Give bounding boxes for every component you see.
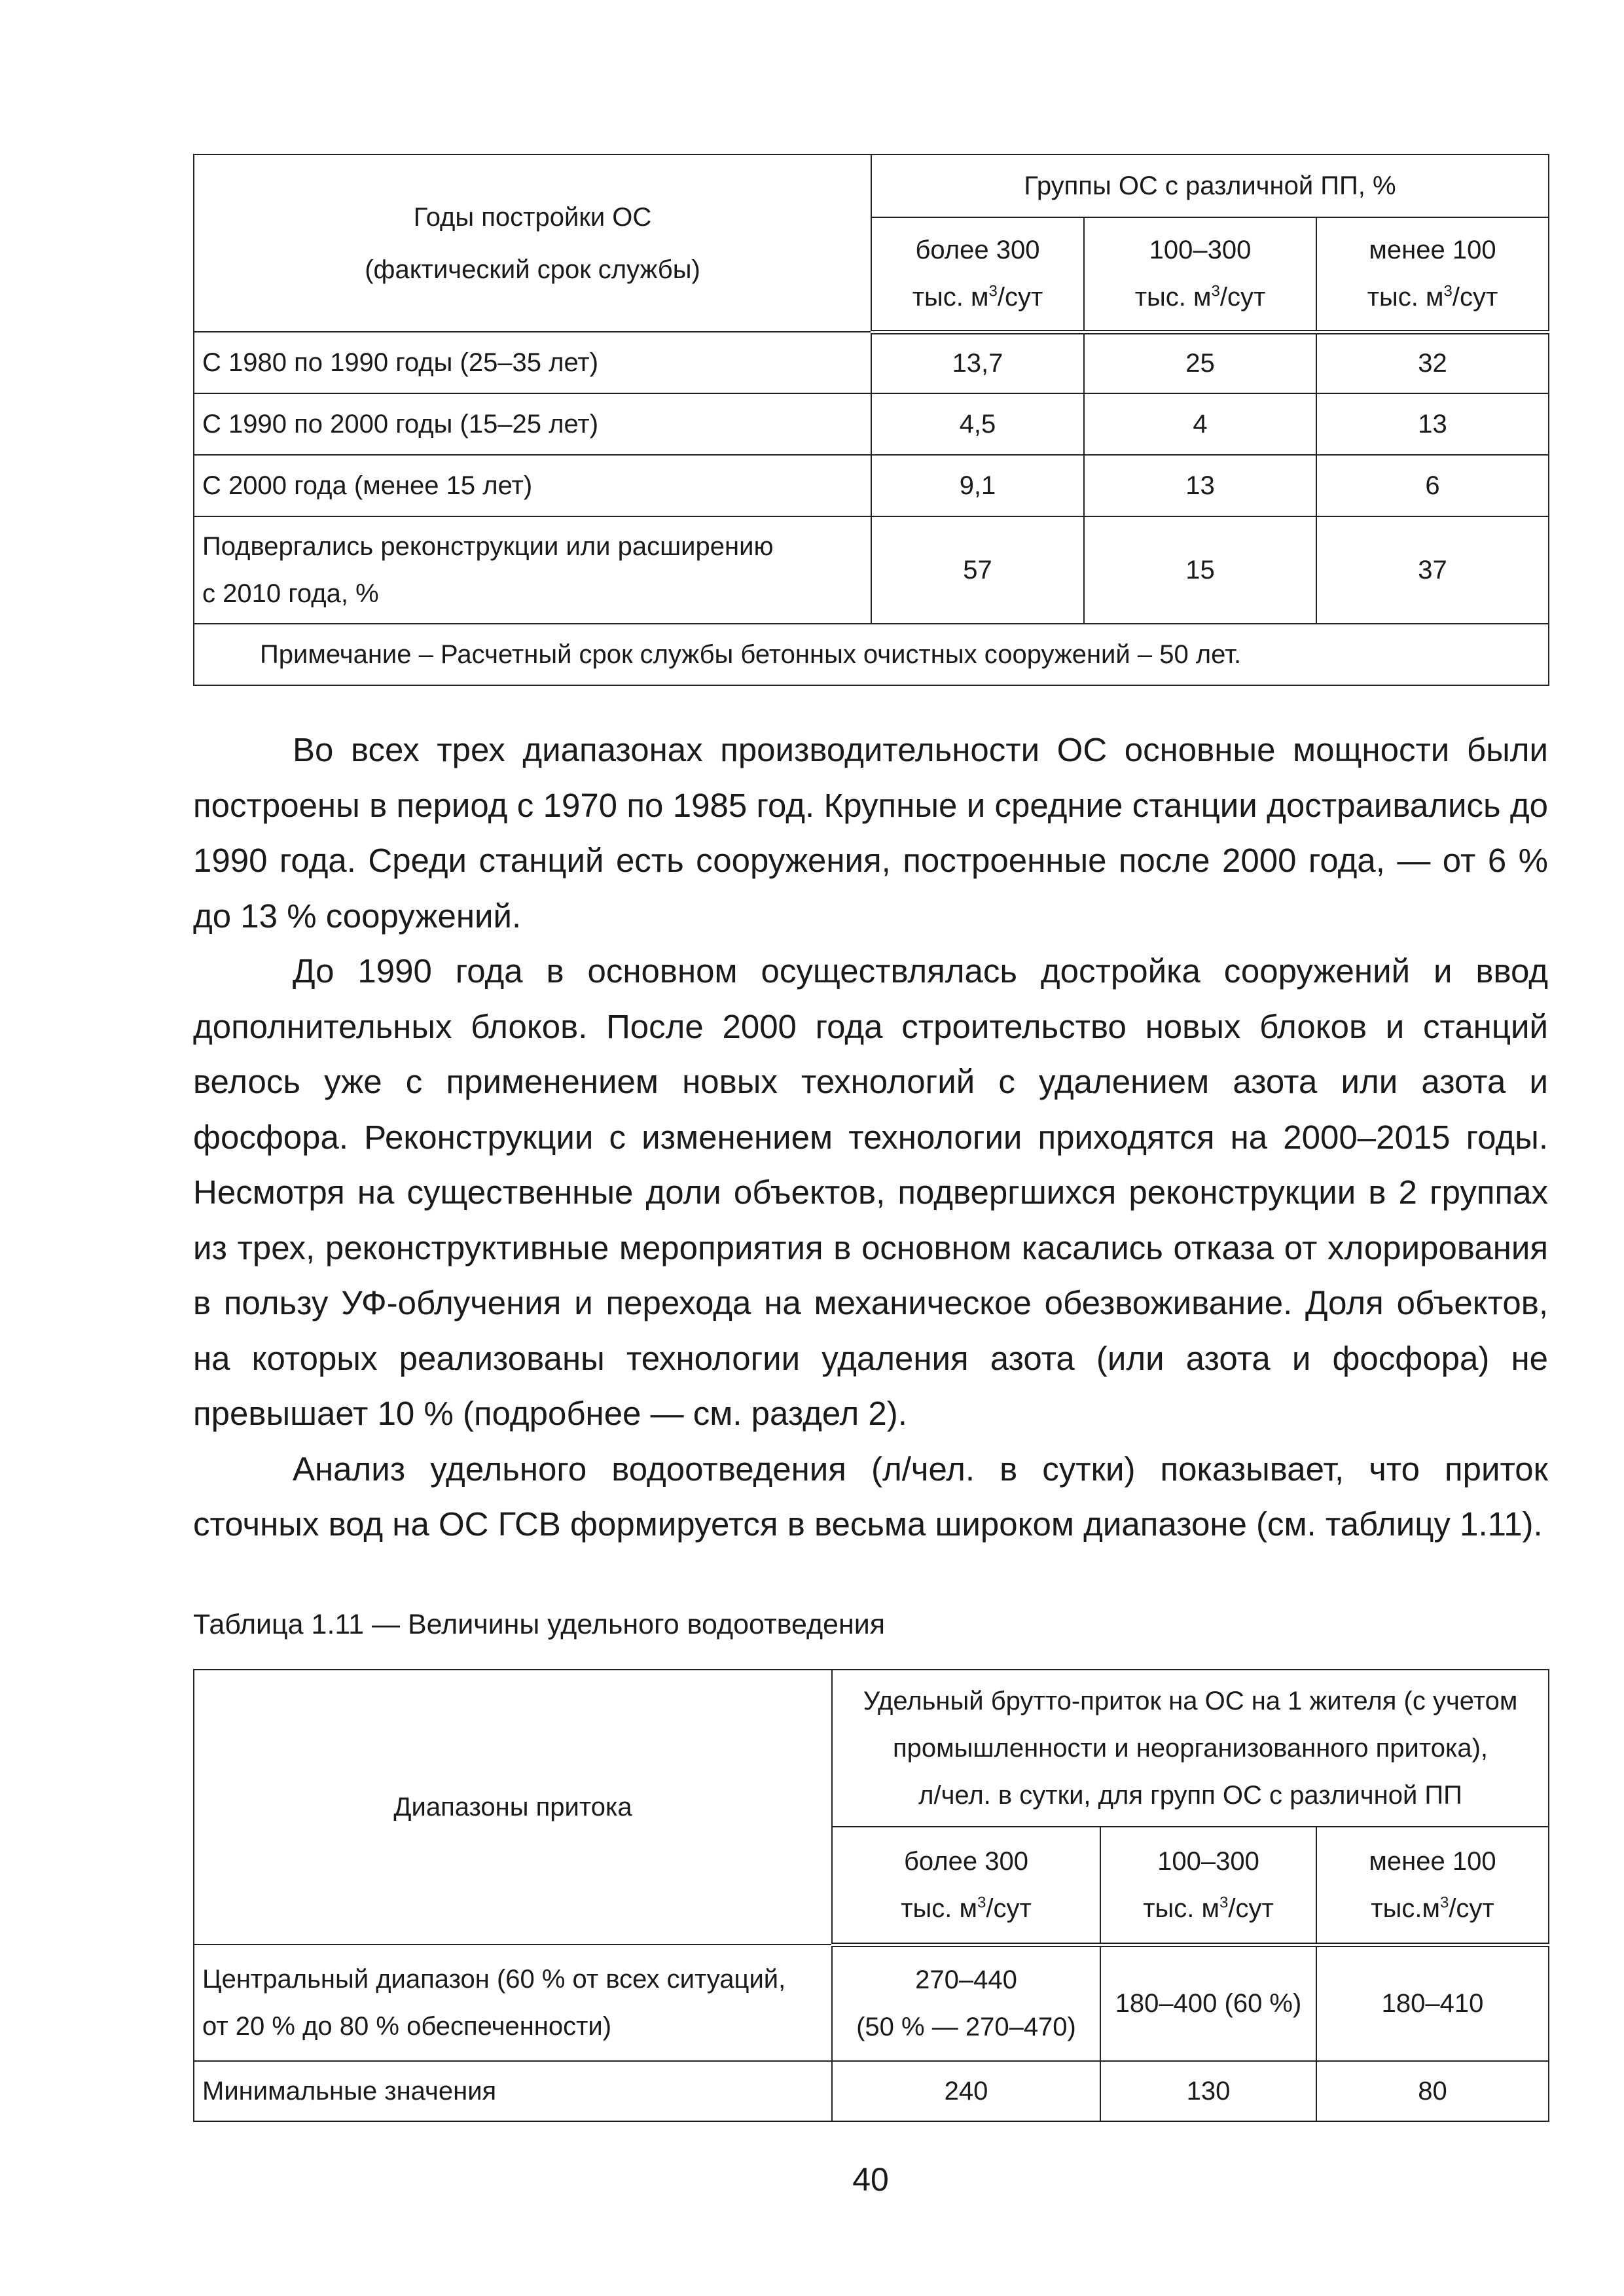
paragraph: Во всех трех диапазонах производительности ОС основные мощности были построены в период с 1970 по 1985 год. Крупные и средние станции достраивались до 1990 года. Среди станций есть сооружения, построенные после 2000 года, — от 6 % до 13 % сооружений. <box>193 731 1548 935</box>
cell-value: 270–440 (50 % — 270–470) <box>832 1945 1100 2061</box>
paragraph: Анализ удельного водоотведения (л/чел. в сутки) показывает, что приток сточных вод на ОС ГСВ формируется в весьма широком диапазоне (см. таблицу 1.11). <box>193 1450 1548 1543</box>
header-specific-inflow: Удельный брутто-приток на ОС на 1 жителя (с учетом промышленности и неорганизованного притока), л/чел. в сутки, для групп ОС с различной ПП <box>832 1670 1549 1827</box>
header-ranges: Диапазоны притока <box>194 1670 832 1945</box>
table-caption: Таблица 1.11 — Величины удельного водоотведения <box>193 1609 886 1640</box>
row-label: Подвергались реконструкции или расширению с 2010 года, % <box>194 516 871 624</box>
cell-value: 13 <box>1316 393 1549 455</box>
row-label: Центральный диапазон (60 % от всех ситуаций, от 20 % до 80 % обеспеченности) <box>194 1945 832 2061</box>
table-row <box>194 1945 1549 2061</box>
cell-value: 13,7 <box>871 332 1084 393</box>
cell-value: 32 <box>1316 332 1549 393</box>
subheader-large: более 300 тыс. $м^3$/сут <box>832 1827 1100 1945</box>
table-row <box>194 2061 1549 2121</box>
row-label: С 1980 по 1990 годы (25–35 лет) <box>194 332 871 393</box>
header-groups: Группы ОС с различной ПП, % <box>871 154 1549 217</box>
table-row <box>194 455 1549 516</box>
table-construction-years <box>193 154 1549 686</box>
paragraph: До 1990 года в основном осуществлялась достройка сооружений и ввод дополнительных блоков. После 2000 года строительство новых блоков и станций велось уже с применением новых технологий с удалением азота или азота и фосфора. Реконструкции с изменением технологии приходятся на 2000–2015 годы. Несмотря на существенные доли объектов, подвергшихся реконструкции в 2 группах из трех, реконструктивные мероприятия в основном касались отказа от хлорирования в пользу УФ-облучения и перехода на механическое обезвоживание. Доля объектов, на которых реализованы технологии удаления азота (или азота и фосфора) не превышает 10 % (подробнее — см. раздел 2). <box>193 952 1548 1432</box>
subheader-small: менее 100 тыс. $м^3$/сут <box>1316 217 1549 332</box>
cell-value: 6 <box>1316 455 1549 516</box>
cell-value: 13 <box>1084 455 1316 516</box>
cell-value: 25 <box>1084 332 1316 393</box>
body-text <box>193 723 1548 1552</box>
row-label: С 1990 по 2000 годы (15–25 лет) <box>194 393 871 455</box>
cell-value: 130 <box>1100 2061 1316 2121</box>
table-row <box>194 332 1549 393</box>
cell-value: 180–410 <box>1316 1945 1549 2061</box>
table-row <box>194 393 1549 455</box>
cell-value: 15 <box>1084 516 1316 624</box>
subheader-small: менее 100 $тыс.м^3$/сут <box>1316 1827 1549 1945</box>
table-water-disposal <box>193 1669 1549 2122</box>
cell-value: 9,1 <box>871 455 1084 516</box>
subheader-medium: 100–300 тыс. $м^3$/сут <box>1084 217 1316 332</box>
subheader-large: более 300 тыс. $м^3$/сут <box>871 217 1084 332</box>
table-note: Примечание – Расчетный срок службы бетонных очистных сооружений – 50 лет. <box>194 624 1549 685</box>
cell-value: 80 <box>1316 2061 1549 2121</box>
table-row <box>194 516 1549 624</box>
row-label: С 2000 года (менее 15 лет) <box>194 455 871 516</box>
cell-value: 4 <box>1084 393 1316 455</box>
cell-value: 240 <box>832 2061 1100 2121</box>
cell-value: 37 <box>1316 516 1549 624</box>
header-years-line1: Годы постройки ОС <box>413 202 652 232</box>
header-years-line2: (фактический срок службы) <box>365 255 700 284</box>
cell-value: 4,5 <box>871 393 1084 455</box>
row-label: Минимальные значения <box>194 2061 832 2121</box>
subheader-medium: 100–300 тыс. $м^3$/сут <box>1100 1827 1316 1945</box>
cell-value: 57 <box>871 516 1084 624</box>
cell-value: 180–400 (60 %) <box>1100 1945 1316 2061</box>
page-number: 40 <box>852 2161 889 2198</box>
header-years <box>194 154 871 332</box>
